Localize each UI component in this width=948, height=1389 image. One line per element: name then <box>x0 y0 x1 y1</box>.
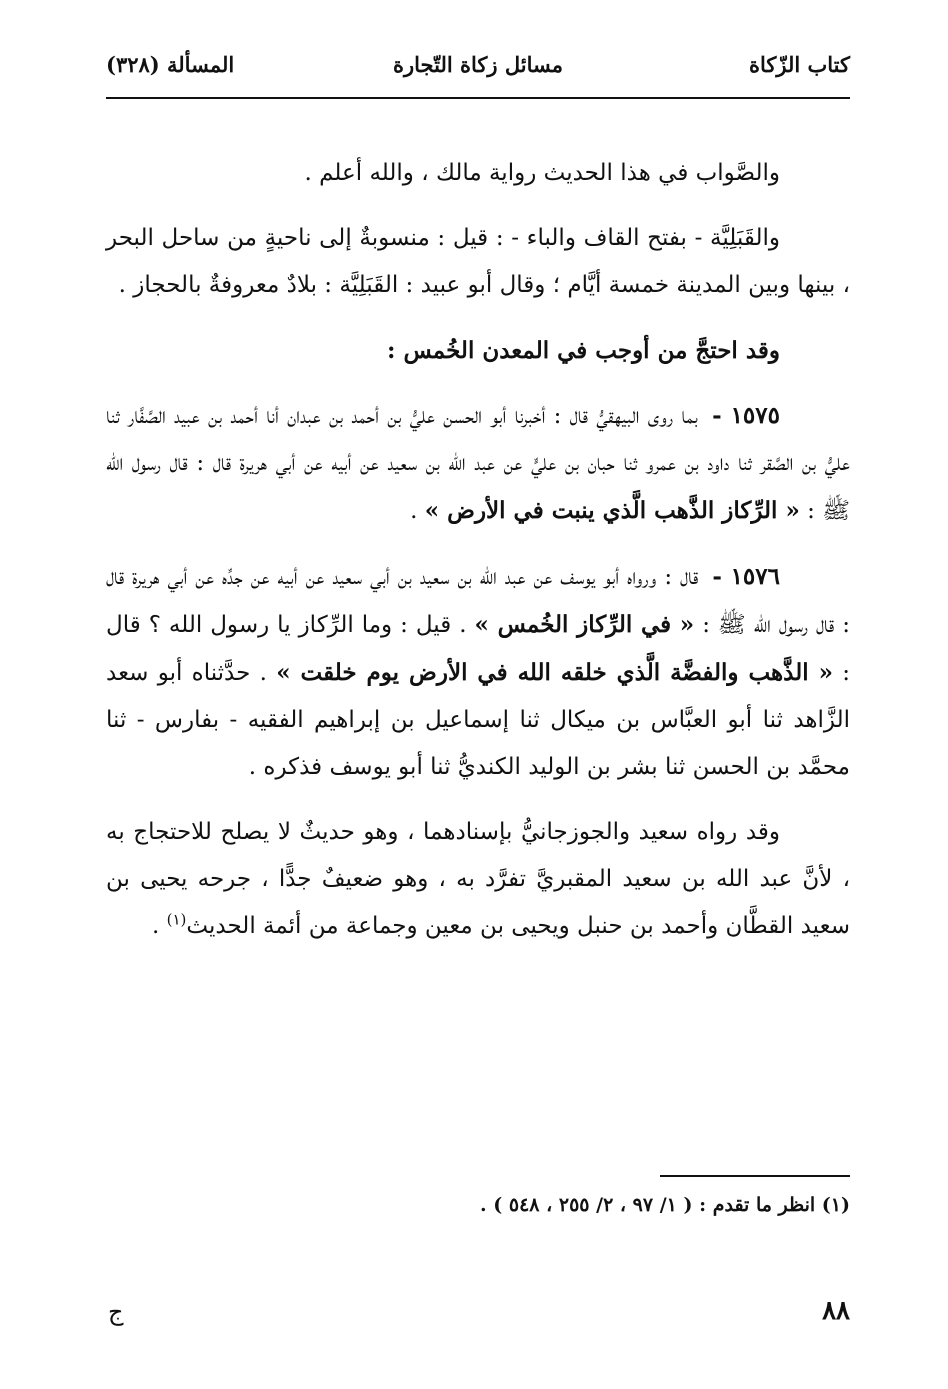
hadith-end: . <box>410 498 425 524</box>
paragraph-end: . <box>152 913 167 939</box>
hadith-quote: « الرِّكاز الذَّهب الَّذي ينبت في الأرض » <box>424 497 800 524</box>
signature-mark: ج <box>108 1298 124 1326</box>
hadith-quote-second: « الذَّهب والفضَّة الَّذي خلقه الله في الأرض يوم خلقت » <box>276 659 833 686</box>
hadith-number: ١٥٧٦ - <box>712 563 780 590</box>
paragraph-text: وقد احتجَّ من أوجب في المعدن الخُمس : <box>386 337 780 364</box>
header-book-title: كتاب الزّكاة <box>748 52 850 77</box>
hadith-1576 <box>106 553 850 791</box>
hadith-quote: « في الرِّكاز الخُمس » <box>474 611 695 638</box>
hadith-end: . حدَّثناه أبو سعد الزَّاهد ثنا أبو العبَّاس بن ميكال ثنا إسماعيل بن إبراهيم الفقيه - بفارس - ثنا محمَّد بن الحسن ثنا بشر بن الوليد الكنديُّ ثنا أبو يوسف فذكره . <box>106 660 850 780</box>
footnote-divider <box>660 1175 850 1177</box>
hadith-number: ١٥٧٥ - <box>712 402 780 429</box>
hadith-chain: بما روى البيهقيُّ قال : أخبرنا أبو الحسن عليُّ بن أحمد بن عبدان أنا أحمد بن عبيد الصَّفَّار ثنا عليُّ بن الصَّقر ثنا داود بن عمرو ثنا حبان بن عليٍّ عن عبد الله بن سعيد عن أبيه عن أبي هريرة قال : قال رسول الله ﷺ : <box>106 403 850 524</box>
hadith-1575 <box>106 392 850 535</box>
page-number: ٨٨ <box>822 1296 850 1326</box>
footnote: (١) انظر ما تقدم : ( ١/ ٩٧ ، ٢/ ٢٥٥ ، ٥٤٨ ) . <box>480 1194 850 1216</box>
paragraph-text: والصَّواب في هذا الحديث رواية مالك ، والله أعلم . <box>304 160 780 186</box>
paragraph-text: والقَبَلِيَّة - بفتح القاف والباء - : قيل : منسوبةٌ إلى ناحيةٍ من ساحل البحر ، بينها وبين المدينة خمسة أيَّام ؛ وقال أبو عبيد : القَبَلِيَّة : بلادٌ معروفةٌ بالحجاز . <box>106 225 850 298</box>
header-divider <box>106 97 850 99</box>
paragraph-text: وقد رواه سعيد والجوزجانيُّ بإسنادهما ، وهو حديثٌ لا يصلح للاحتجاج به ، لأنَّ عبد الله بن سعيد المقبريَّ تفرَّد به ، وهو ضعيفٌ جدًّا ، جرحه يحيى بن سعيد القطَّان وأحمد بن حنبل ويحيى بن معين وجماعة من أئمة الحديث <box>106 819 850 939</box>
footnote-reference[interactable]: (١) <box>166 910 187 929</box>
paragraph-argument-heading <box>106 327 850 374</box>
header-issue-number: المسألة (٣٢٨) <box>106 52 235 77</box>
paragraph-correct-narration <box>106 150 850 197</box>
hadith-chain: قال : ورواه أبو يوسف عن عبد الله بن سعيد بن أبي سعيد عن أبيه عن جدِّه عن أبي هريرة قال : قال رسول الله ﷺ : <box>106 564 851 638</box>
header-chapter-title: مسائل زكاة التّجارة <box>393 52 563 77</box>
paragraph-qabaliyya <box>106 215 850 309</box>
hadith-middle: . قيل : وما الرِّكاز يا رسول الله ؟ قال : <box>106 612 851 686</box>
running-header <box>106 48 850 94</box>
paragraph-weak-hadith <box>106 809 850 950</box>
main-text <box>106 150 850 968</box>
